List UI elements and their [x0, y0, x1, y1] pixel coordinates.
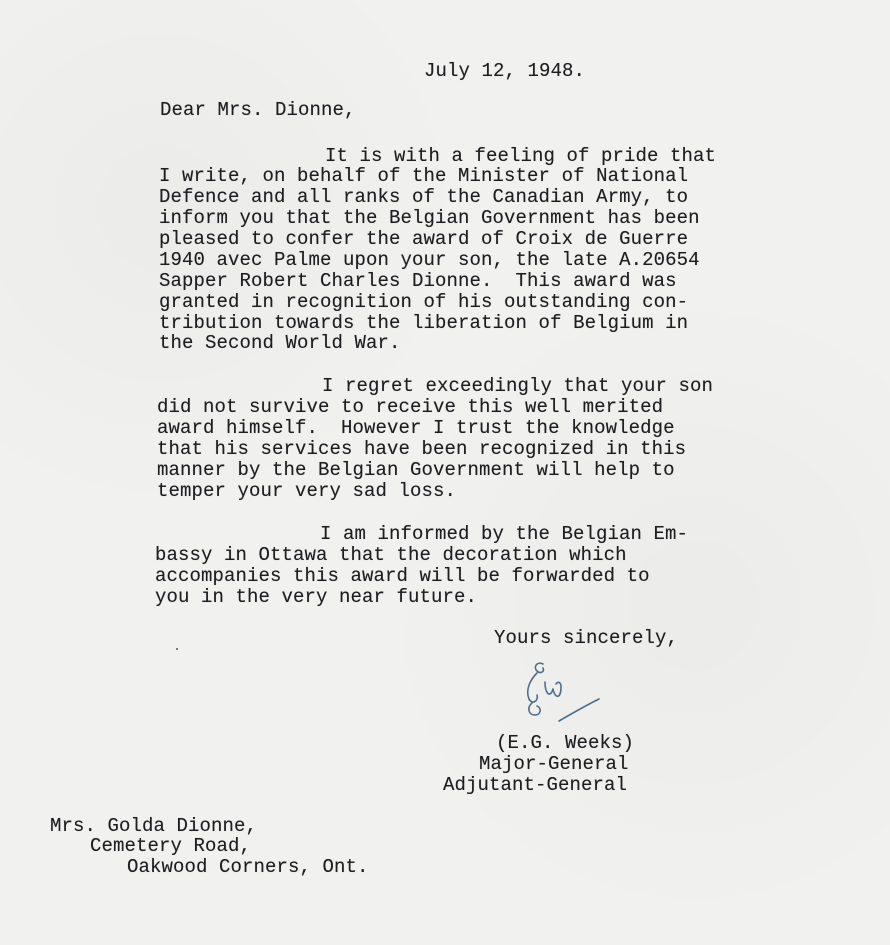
letter-date: July 12, 1948.: [424, 60, 586, 82]
paragraph-line: Defence and all ranks of the Canadian Army, to: [159, 186, 689, 208]
closing: Yours sincerely,: [494, 627, 679, 649]
paragraph-line: accompanies this award will be forwarded to: [155, 565, 650, 587]
paragraph-line: granted in recognition of his outstanding con-: [159, 291, 689, 313]
paper-speck: [176, 648, 178, 650]
address-line: Oakwood Corners, Ont.: [127, 856, 369, 878]
signatory-name: (E.G. Weeks): [496, 732, 635, 754]
paragraph-line: inform you that the Belgian Government has been: [159, 207, 700, 229]
paragraph-line: the Second World War.: [159, 332, 401, 354]
paragraph-line: pleased to confer the award of Croix de Guerre: [159, 228, 689, 250]
paragraph-line: I am informed by the Belgian Em-: [320, 523, 689, 545]
signatory-rank: Major-General: [479, 753, 629, 775]
signature: [515, 655, 605, 730]
paragraph-line: manner by the Belgian Government will help to: [157, 459, 675, 481]
paragraph-line: Sapper Robert Charles Dionne. This award was: [159, 270, 677, 292]
paragraph-line: I write, on behalf of the Minister of National: [159, 165, 689, 187]
paragraph-line: did not survive to receive this well merited: [157, 396, 664, 418]
address-line: Cemetery Road,: [90, 835, 252, 857]
address-line: Mrs. Golda Dionne,: [50, 815, 258, 837]
paragraph-line: I regret exceedingly that your son: [322, 375, 714, 397]
paragraph-line: that his services have been recognized in this: [157, 438, 687, 460]
signatory-title: Adjutant-General: [443, 774, 628, 796]
paragraph-line: temper your very sad loss.: [157, 480, 457, 502]
salutation: Dear Mrs. Dionne,: [160, 99, 356, 121]
paragraph-line: you in the very near future.: [155, 586, 478, 608]
paragraph-line: tribution towards the liberation of Belgium in: [159, 312, 689, 334]
paragraph-line: award himself. However I trust the knowledge: [157, 417, 675, 439]
paragraph-line: It is with a feeling of pride that: [325, 145, 717, 167]
paragraph-line: 1940 avec Palme upon your son, the late A.20654: [159, 249, 700, 271]
paragraph-line: bassy in Ottawa that the decoration which: [155, 544, 627, 566]
